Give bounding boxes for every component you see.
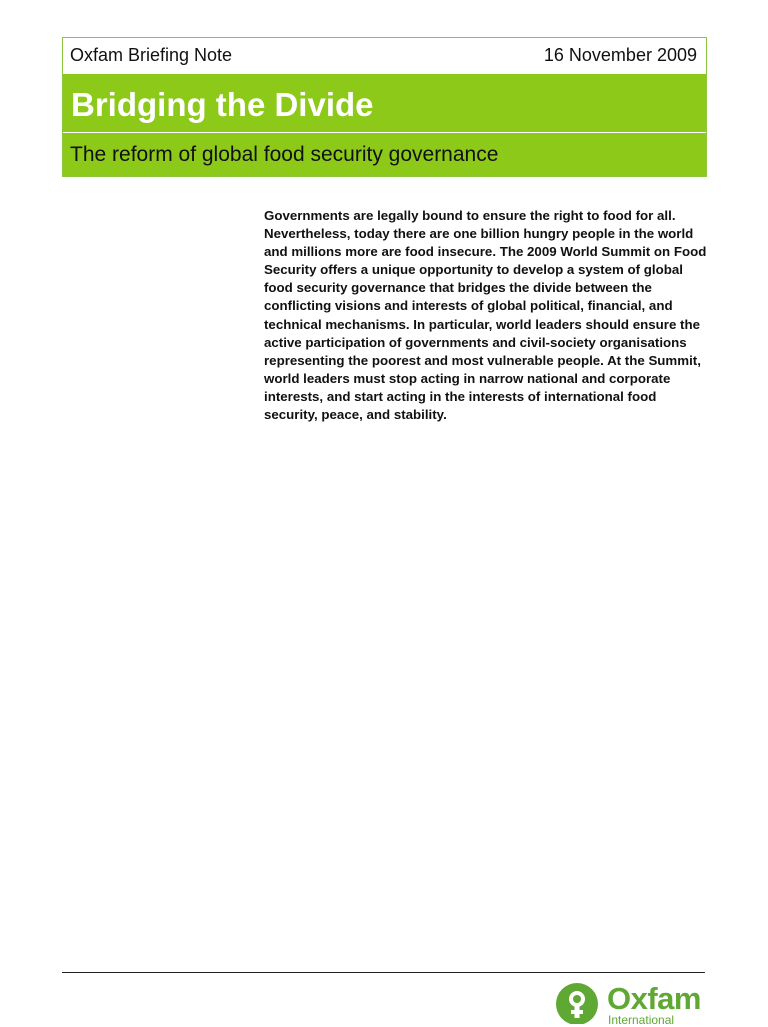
- subtitle-band: [63, 133, 706, 176]
- logo-wordmark: Oxfam: [607, 981, 701, 1016]
- logo-tagline: International: [608, 1013, 675, 1027]
- document-subtitle: The reform of global food security governance: [70, 143, 499, 166]
- document-title: Bridging the Divide: [71, 86, 374, 123]
- summary-paragraph: Governments are legally bound to ensure the right to food for all. Nevertheless, today there are one billion hungry people in the world and millions more are food insecure. The 2009 World Summit on Food Security offers a unique opportunity to develop a system of global food security governance that bridges the divide between the conflicting visions and interests of global political, financial, and technical mechanisms. In particular, world leaders should ensure the active participation of governments and civil-society organisations representing the poorest and most vulnerable people. At the Summit, world leaders must stop acting in narrow national and corporate interests, and start acting in the interests of international food security, peace, and stability.: [264, 208, 707, 423]
- header-top-row: [63, 38, 706, 74]
- oxfam-logo-icon: [555, 983, 599, 1024]
- footer-divider: [62, 972, 705, 973]
- oxfam-logo: [555, 981, 715, 1027]
- publication-date: 16 November 2009: [543, 45, 697, 65]
- title-band: [63, 74, 706, 132]
- document-header: [62, 37, 707, 177]
- series-label: Oxfam Briefing Note: [70, 45, 233, 65]
